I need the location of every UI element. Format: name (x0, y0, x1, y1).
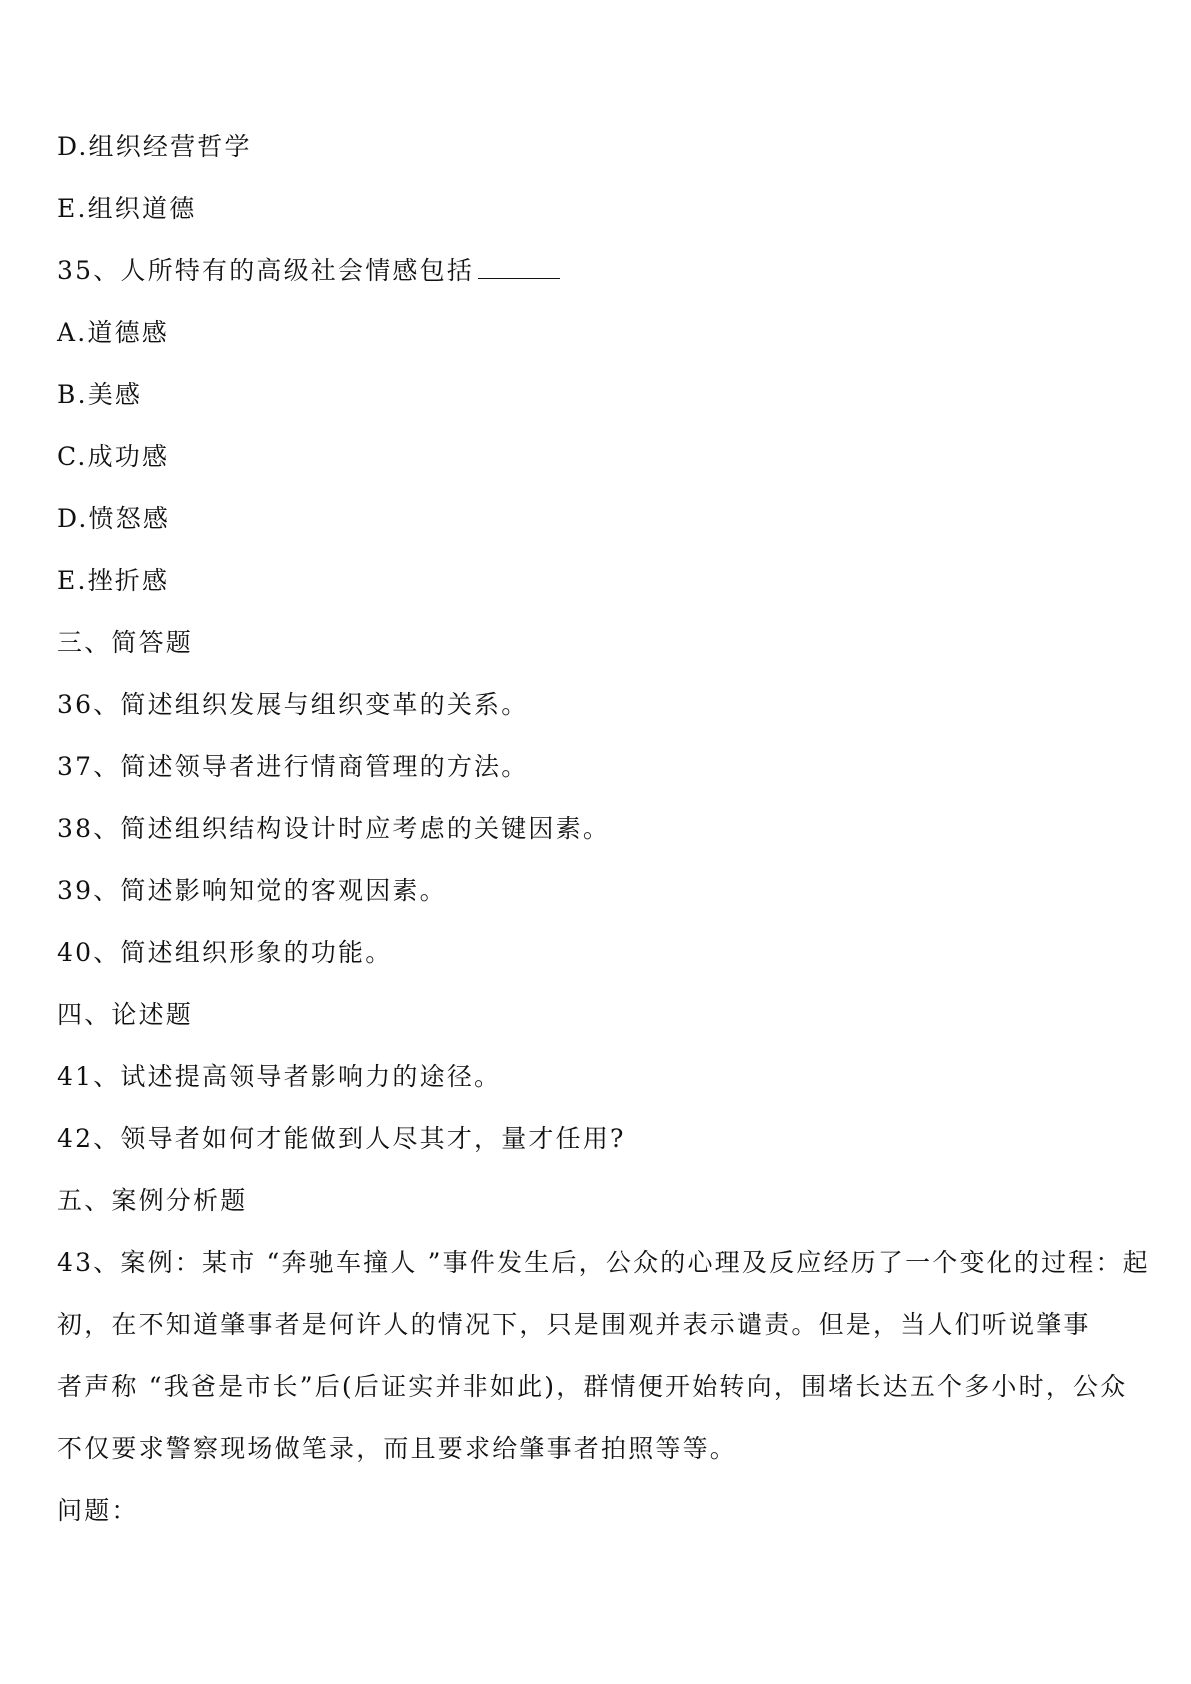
document-content (57, 116, 1150, 1542)
question-41: 41、试述提高领导者影响力的途径。 (57, 1062, 502, 1091)
question-36: 36、简述组织发展与组织变革的关系。 (57, 690, 529, 719)
option-b-q35: B.美感 (57, 380, 143, 409)
option-d-q34: D.组织经营哲学 (57, 132, 252, 161)
option-e-q34: E.组织道德 (57, 194, 197, 223)
case-line: 者声称 “我爸是市长”后(后证实并非如此)，群情便开始转向，围堵长达五个多小时，公众 (57, 1372, 1128, 1401)
option-c-q35: C.成功感 (57, 442, 170, 471)
option-e-q35: E.挫折感 (57, 566, 170, 595)
question-42: 42、领导者如何才能做到人尽其才，量才任用? (57, 1124, 626, 1153)
case-line: 初，在不知道肇事者是何许人的情况下，只是围观并表示谴责。但是，当人们听说肇事 (57, 1310, 1091, 1339)
question-39: 39、简述影响知觉的客观因素。 (57, 876, 447, 905)
answer-blank (478, 250, 560, 279)
question-40: 40、简述组织形象的功能。 (57, 938, 393, 967)
case-line: 不仅要求警察现场做笔录，而且要求给肇事者拍照等等。 (57, 1434, 738, 1463)
question-35 (57, 240, 1137, 302)
option-d-q35: D.愤怒感 (57, 504, 171, 533)
question-37: 37、简述领导者进行情商管理的方法。 (57, 752, 529, 781)
question-38: 38、简述组织结构设计时应考虑的关键因素。 (57, 814, 611, 843)
section-heading-case-analysis: 五、案例分析题 (57, 1186, 248, 1215)
question-43-case (57, 1232, 1150, 1480)
section-heading-essay: 四、论述题 (57, 1000, 194, 1029)
question-35-text: 35、人所特有的高级社会情感包括 (57, 256, 475, 285)
case-line: 43、案例：某市 “奔驰车撞人 ”事件发生后，公众的心理及反应经历了一个变化的过程：起 (57, 1248, 1150, 1277)
question-35-wrapper (57, 240, 560, 302)
option-a-q35: A.道德感 (57, 318, 170, 347)
section-heading-short-answer: 三、简答题 (57, 628, 194, 657)
question-label: 问题： (57, 1496, 139, 1525)
